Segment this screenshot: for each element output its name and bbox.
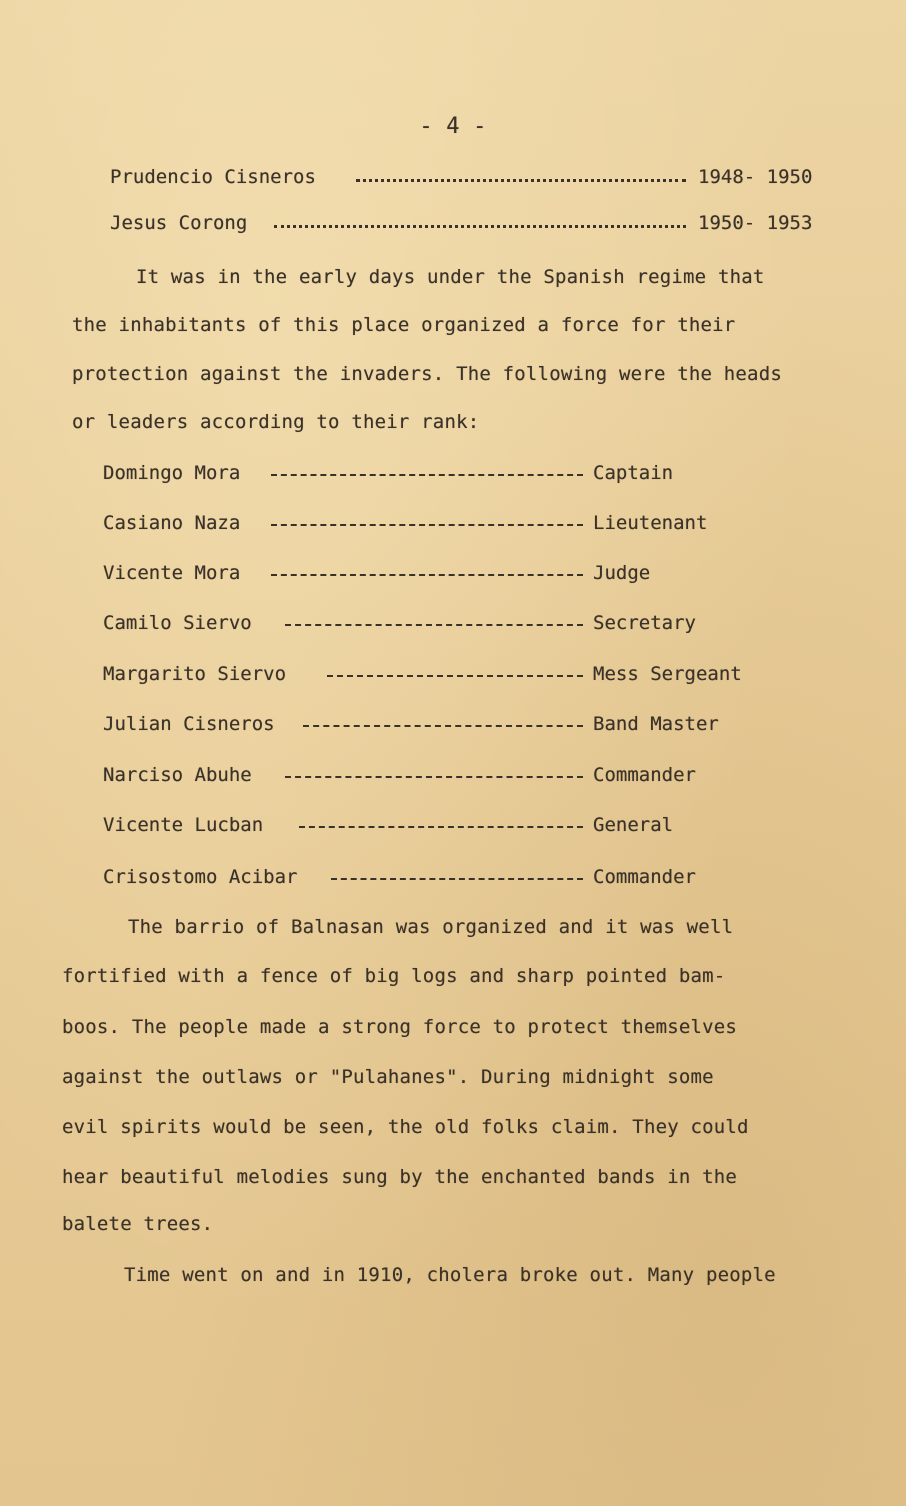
paragraph-line: the inhabitants of this place organized a force for their bbox=[72, 314, 736, 336]
paragraph-line: against the outlaws or "Pulahanes". During midnight some bbox=[62, 1066, 714, 1088]
dash-leader bbox=[303, 725, 583, 727]
roster-name: Julian Cisneros bbox=[103, 713, 275, 735]
dash-leader bbox=[285, 624, 583, 626]
leader-name: Prudencio Cisneros bbox=[110, 166, 316, 188]
roster-rank: Band Master bbox=[593, 713, 719, 735]
paragraph-line: Time went on and in 1910, cholera broke out. Many people bbox=[124, 1264, 776, 1286]
leader-name: Jesus Corong bbox=[110, 212, 248, 234]
roster-row bbox=[103, 612, 723, 638]
dash-leader bbox=[327, 675, 583, 677]
roster-name: Margarito Siervo bbox=[103, 663, 287, 685]
dash-leader bbox=[299, 826, 583, 828]
roster-name: Vicente Mora bbox=[103, 562, 241, 584]
roster-rank: Captain bbox=[593, 462, 674, 484]
paragraph-line: It was in the early days under the Spanish regime that bbox=[136, 266, 765, 288]
roster-rank: General bbox=[593, 814, 674, 836]
roster-row bbox=[103, 814, 723, 840]
roster-row bbox=[103, 562, 723, 588]
leader-years: 1948- 1950 bbox=[698, 166, 813, 188]
leader-row bbox=[110, 166, 830, 192]
paragraph-line: or leaders according to their rank: bbox=[72, 411, 480, 433]
dash-leader bbox=[271, 474, 583, 476]
roster-name: Domingo Mora bbox=[103, 462, 241, 484]
roster-row bbox=[103, 866, 723, 892]
roster-name: Casiano Naza bbox=[103, 512, 241, 534]
paragraph-line: boos. The people made a strong force to protect themselves bbox=[62, 1016, 738, 1038]
roster-name: Camilo Siervo bbox=[103, 612, 252, 634]
roster-name: Vicente Lucban bbox=[103, 814, 264, 836]
roster-rank: Commander bbox=[593, 764, 696, 786]
paragraph-line: protection against the invaders. The following were the heads bbox=[72, 363, 782, 385]
roster-row bbox=[103, 713, 723, 739]
dot-leader bbox=[356, 179, 686, 182]
dash-leader bbox=[331, 878, 583, 880]
dash-leader bbox=[271, 524, 583, 526]
roster-row bbox=[103, 663, 742, 689]
roster-name: Crisostomo Acibar bbox=[103, 866, 298, 888]
leader-years: 1950- 1953 bbox=[698, 212, 813, 234]
roster-row bbox=[103, 512, 723, 538]
roster-rank: Lieutenant bbox=[593, 512, 708, 534]
paragraph-line: fortified with a fence of big logs and sharp pointed bam- bbox=[62, 965, 726, 987]
roster-rank: Judge bbox=[593, 562, 651, 584]
dash-leader bbox=[285, 776, 583, 778]
roster-row bbox=[103, 462, 723, 488]
roster-row bbox=[103, 764, 723, 790]
leader-row bbox=[110, 212, 830, 238]
roster-rank: Mess Sergeant bbox=[593, 663, 742, 685]
roster-name: Narciso Abuhe bbox=[103, 764, 252, 786]
paragraph-line: balete trees. bbox=[62, 1213, 214, 1235]
dash-leader bbox=[271, 574, 583, 576]
paragraph-line: evil spirits would be seen, the old folks claim. They could bbox=[62, 1116, 749, 1138]
page-number: - 4 - bbox=[419, 114, 487, 139]
roster-rank: Commander bbox=[593, 866, 696, 888]
dot-leader bbox=[274, 225, 686, 228]
paragraph-line: The barrio of Balnasan was organized and it was well bbox=[128, 916, 734, 938]
roster-rank: Secretary bbox=[593, 612, 696, 634]
paragraph-line: hear beautiful melodies sung by the enchanted bands in the bbox=[62, 1166, 738, 1188]
